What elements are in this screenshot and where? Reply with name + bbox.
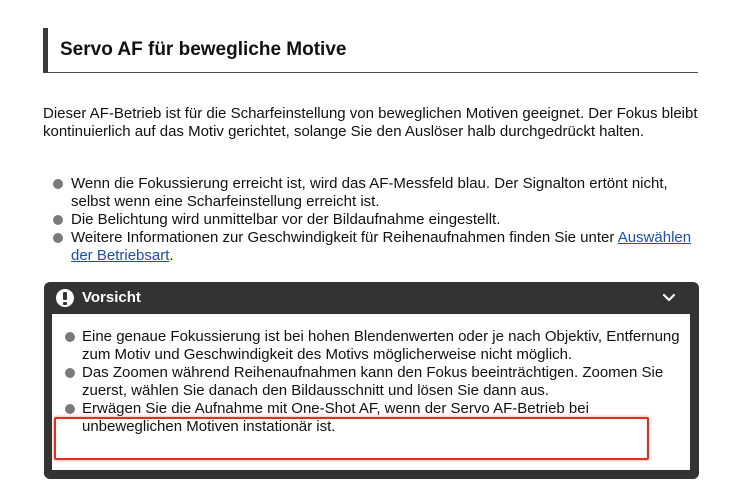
page-title: Servo AF für bewegliche Motive [60,39,347,60]
list-item [64,364,684,400]
info-bullet-list [52,175,702,265]
list-item-text: Weitere Informationen zur Geschwindigkeit für Reihenaufnahmen finden Sie unter [71,229,618,246]
chevron-down-icon[interactable] [662,292,676,304]
bullet-dot-icon [65,332,75,342]
bullet-dot-icon [65,404,75,414]
drive-mode-link[interactable]: Auswählen der Betriebsart [71,229,692,264]
list-item-text: Wenn die Fokussierung erreicht ist, wird das AF-Messfeld blau. Der Signalton ertönt nicht, selbst wenn eine Scharfeinstellung erreicht ist. [71,175,668,210]
list-item-suffix: . [169,247,174,264]
caution-item-text: Eine genaue Fokussierung ist bei hohen Blendenwerten oder je nach Objektiv, Entfernung zum Motiv und Geschwindigkeit des Motivs möglicherweise nicht möglich. [82,328,680,363]
caution-item-text: Das Zoomen während Reihenaufnahmen kann den Fokus beeinträchtigen. Zoomen Sie zuerst, wählen Sie danach den Bildausschnitt und lösen Sie dann aus. [82,364,664,399]
caution-list [64,328,684,436]
intro-paragraph: Dieser AF-Betrieb ist für die Scharfeinstellung von beweglichen Motiven geeignet. Der Fokus bleibt kontinuierlich auf das Motiv gerichtet, solange Sie den Auslöser halb durchgedrückt halten. [43,105,698,140]
bullet-dot-icon [53,215,63,225]
caution-body [52,314,690,470]
bullet-dot-icon [53,233,63,243]
bullet-dot-icon [53,179,63,189]
list-item [64,400,684,436]
caution-item-text: Erwägen Sie die Aufnahme mit One-Shot AF, wenn der Servo AF-Betrieb bei unbeweglichen Motiven instationär ist. [82,400,589,435]
caution-header-toggle[interactable] [44,282,699,314]
section-heading [43,28,698,73]
list-item [52,229,702,265]
list-item [64,328,684,364]
exclamation-circle-icon [56,289,74,307]
list-item-text: Die Belichtung wird unmittelbar vor der Bildaufnahme eingestellt. [71,211,501,228]
caution-panel [44,282,699,479]
bullet-dot-icon [65,368,75,378]
caution-title: Vorsicht [82,289,141,306]
list-item [52,211,702,229]
list-item [52,175,702,211]
